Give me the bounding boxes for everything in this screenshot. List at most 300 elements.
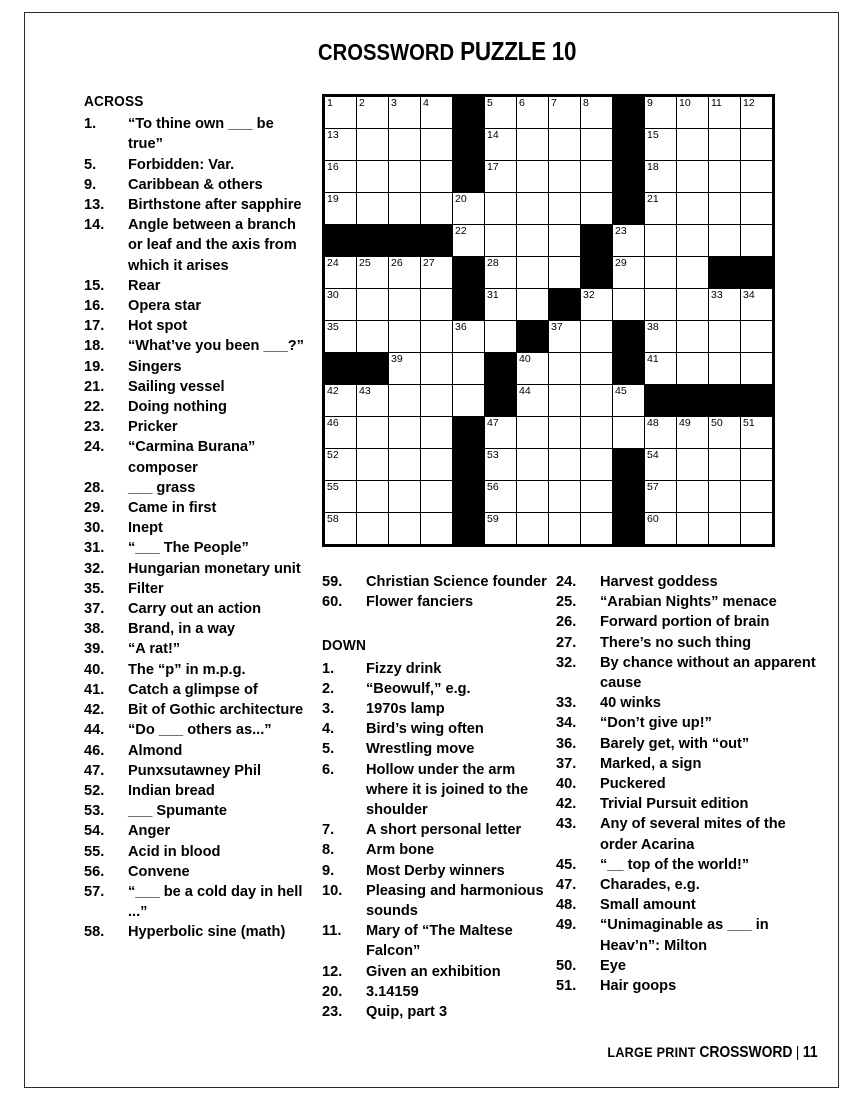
down-clue-item (322, 982, 550, 1002)
grid-cell-number: 56 (487, 481, 499, 493)
across-clue-item (84, 155, 308, 175)
grid-cell[interactable] (677, 417, 709, 449)
grid-cell-number: 9 (647, 97, 653, 109)
grid-cell[interactable] (325, 417, 357, 449)
grid-row (325, 161, 773, 193)
grid-cell[interactable] (389, 513, 421, 545)
across-clue-number: 1. (84, 116, 97, 133)
down-clue-text: “Arabian Nights” menace (600, 594, 777, 611)
grid-cell[interactable] (709, 449, 741, 481)
down-clue-text: Marked, a sign (600, 755, 702, 772)
grid-cell-number: 19 (327, 193, 339, 205)
grid-cell[interactable] (645, 161, 677, 193)
across-clue-item (322, 592, 550, 612)
across-clue-item (84, 781, 308, 801)
grid-cell-number: 6 (519, 97, 525, 109)
grid-cell[interactable] (581, 193, 613, 225)
grid-cell[interactable] (741, 97, 773, 129)
across-clue-text: Caribbean & others (128, 176, 263, 193)
down-clue-item (322, 861, 550, 881)
across-clue-number: 40. (84, 661, 105, 678)
down-clue-item (556, 814, 818, 854)
grid-cell-block (325, 225, 357, 257)
grid-cell[interactable] (741, 225, 773, 257)
down-clue-number: 48. (556, 897, 577, 914)
grid-cell[interactable] (517, 161, 549, 193)
grid-cell[interactable] (325, 449, 357, 481)
down-clue-item (322, 820, 550, 840)
grid-cell[interactable] (485, 193, 517, 225)
grid-cell[interactable] (549, 257, 581, 289)
grid-cell[interactable] (709, 353, 741, 385)
grid-cell[interactable] (421, 257, 453, 289)
grid-cell[interactable] (357, 289, 389, 321)
down-clue-item (556, 612, 818, 632)
down-clue-item (556, 592, 818, 612)
grid-cell[interactable] (741, 129, 773, 161)
crossword-grid[interactable] (322, 94, 775, 547)
across-clue-item (84, 579, 308, 599)
across-clue-item (84, 720, 308, 740)
grid-cell-block (613, 449, 645, 481)
grid-cell[interactable] (389, 417, 421, 449)
down-clue-number: 20. (322, 983, 343, 1000)
grid-cell[interactable] (645, 129, 677, 161)
grid-cell[interactable] (549, 97, 581, 129)
grid-cell[interactable] (517, 97, 549, 129)
grid-cell-block (389, 225, 421, 257)
grid-cell[interactable] (581, 513, 613, 545)
grid-cell[interactable] (581, 289, 613, 321)
grid-cell-block (453, 417, 485, 449)
across-clue-number: 38. (84, 621, 105, 638)
grid-cell-block (581, 257, 613, 289)
grid-cell[interactable] (549, 225, 581, 257)
grid-cell[interactable] (613, 225, 645, 257)
across-clue-text: Birthstone after sapphire (128, 197, 302, 214)
grid-cell[interactable] (709, 321, 741, 353)
across-clue-number: 30. (84, 520, 105, 537)
grid-cell[interactable] (325, 161, 357, 193)
down-clue-text: A short personal letter (366, 822, 522, 839)
grid-cell[interactable] (709, 129, 741, 161)
grid-cell[interactable] (325, 481, 357, 513)
grid-cell[interactable] (453, 385, 485, 417)
down-clue-number: 3. (322, 701, 335, 718)
down-clue-number: 1. (322, 660, 335, 677)
grid-cell[interactable] (389, 449, 421, 481)
grid-cell[interactable] (581, 129, 613, 161)
grid-row (325, 417, 773, 449)
grid-cell[interactable] (325, 97, 357, 129)
grid-cell-block (613, 353, 645, 385)
grid-cell[interactable] (517, 193, 549, 225)
grid-cell[interactable] (517, 289, 549, 321)
grid-cell[interactable] (677, 225, 709, 257)
grid-cell[interactable] (325, 129, 357, 161)
grid-cell-block (453, 97, 485, 129)
down-clue-item (556, 855, 818, 875)
grid-cell-number: 50 (711, 417, 723, 429)
grid-cell[interactable] (549, 385, 581, 417)
grid-cell-number: 17 (487, 161, 499, 173)
grid-cell[interactable] (581, 161, 613, 193)
grid-cell[interactable] (325, 289, 357, 321)
grid-cell[interactable] (613, 289, 645, 321)
grid-cell[interactable] (613, 417, 645, 449)
page-number: 11 (802, 1044, 817, 1061)
grid-cell-number: 58 (327, 513, 339, 525)
grid-cell[interactable] (357, 449, 389, 481)
down-clue-item (322, 1002, 550, 1022)
grid-row (325, 193, 773, 225)
across-clue-item (84, 599, 308, 619)
grid-cell[interactable] (581, 353, 613, 385)
grid-cell-block (741, 257, 773, 289)
grid-cell[interactable] (741, 417, 773, 449)
across-clue-text: Inept (128, 520, 163, 537)
grid-cell[interactable] (549, 129, 581, 161)
grid-cell[interactable] (389, 289, 421, 321)
across-clue-number: 14. (84, 217, 105, 234)
down-clue-number: 11. (322, 923, 342, 940)
grid-cell[interactable] (709, 481, 741, 513)
grid-cell[interactable] (645, 321, 677, 353)
grid-cell[interactable] (645, 353, 677, 385)
grid-cell[interactable] (357, 193, 389, 225)
across-clue-number: 44. (84, 722, 105, 739)
grid-cell[interactable] (709, 193, 741, 225)
across-clue-number: 59. (322, 574, 343, 590)
across-clue-item (84, 195, 308, 215)
down-clue-item (322, 921, 550, 961)
crossword-grid-table (324, 96, 773, 545)
across-clue-text: Catch a glimpse of (128, 681, 258, 698)
grid-cell[interactable] (389, 161, 421, 193)
grid-cell[interactable] (453, 353, 485, 385)
down-clue-item (556, 693, 818, 713)
grid-cell-block (549, 289, 581, 321)
grid-cell[interactable] (581, 97, 613, 129)
across-clue-item (84, 498, 308, 518)
grid-row (325, 129, 773, 161)
down-clue-number: 32. (556, 654, 577, 671)
grid-cell[interactable] (549, 481, 581, 513)
grid-cell[interactable] (421, 129, 453, 161)
grid-cell[interactable] (325, 513, 357, 545)
across-clue-item (84, 397, 308, 417)
down-clue-text: Trivial Pursuit edition (600, 796, 749, 813)
down-clue-text: Eye (600, 957, 626, 974)
grid-cell[interactable] (645, 257, 677, 289)
grid-cell[interactable] (677, 97, 709, 129)
grid-cell[interactable] (517, 481, 549, 513)
grid-cell[interactable] (485, 161, 517, 193)
grid-cell[interactable] (549, 513, 581, 545)
grid-cell[interactable] (517, 385, 549, 417)
grid-cell-number: 16 (327, 161, 339, 173)
down-clue-number: 2. (322, 680, 335, 697)
across-clue-text: Doing nothing (128, 399, 227, 416)
grid-cell[interactable] (325, 321, 357, 353)
grid-cell-number: 37 (551, 321, 563, 333)
grid-cell[interactable] (741, 193, 773, 225)
down-clue-text: Mary of “The Maltese Falcon” (366, 923, 513, 960)
across-clue-item (84, 882, 308, 922)
grid-row (325, 289, 773, 321)
grid-cell[interactable] (357, 97, 389, 129)
grid-cell[interactable] (485, 481, 517, 513)
grid-cell[interactable] (709, 289, 741, 321)
across-clue-text: Acid in blood (128, 843, 221, 860)
grid-cell-number: 10 (679, 97, 691, 109)
grid-cell[interactable] (613, 385, 645, 417)
across-clue-text: “Do ___ others as...” (128, 722, 272, 739)
across-clue-item (84, 922, 308, 942)
grid-cell[interactable] (645, 481, 677, 513)
grid-cell[interactable] (549, 449, 581, 481)
grid-cell[interactable] (421, 321, 453, 353)
grid-cell[interactable] (581, 321, 613, 353)
down-clue-list-second (556, 572, 818, 996)
grid-cell[interactable] (453, 321, 485, 353)
grid-cell[interactable] (517, 417, 549, 449)
grid-cell[interactable] (389, 321, 421, 353)
grid-cell[interactable] (421, 417, 453, 449)
grid-cell[interactable] (421, 289, 453, 321)
grid-cell-block (453, 449, 485, 481)
grid-cell[interactable] (485, 257, 517, 289)
grid-cell[interactable] (357, 129, 389, 161)
grid-cell[interactable] (421, 449, 453, 481)
down-clue-text: Fizzy drink (366, 660, 442, 677)
down-clue-number: 50. (556, 957, 577, 974)
grid-cell[interactable] (325, 385, 357, 417)
down-clue-number: 4. (322, 721, 335, 738)
grid-cell[interactable] (453, 193, 485, 225)
grid-cell[interactable] (677, 481, 709, 513)
grid-cell[interactable] (389, 353, 421, 385)
grid-cell[interactable] (613, 257, 645, 289)
grid-cell-block (453, 257, 485, 289)
across-clue-item (84, 538, 308, 558)
across-clue-number: 58. (84, 924, 105, 941)
grid-cell[interactable] (709, 97, 741, 129)
grid-cell[interactable] (485, 97, 517, 129)
grid-cell[interactable] (421, 97, 453, 129)
grid-cell[interactable] (421, 385, 453, 417)
grid-cell-number: 13 (327, 129, 339, 141)
grid-cell[interactable] (645, 289, 677, 321)
grid-cell[interactable] (677, 353, 709, 385)
down-clue-number: 26. (556, 614, 577, 631)
grid-cell-number: 8 (583, 97, 589, 109)
grid-cell-block (581, 225, 613, 257)
down-clue-text: Bird’s wing often (366, 721, 484, 738)
grid-cell[interactable] (325, 193, 357, 225)
grid-cell[interactable] (389, 193, 421, 225)
grid-cell[interactable] (549, 353, 581, 385)
grid-cell-number: 34 (743, 289, 755, 301)
grid-cell-number: 21 (647, 193, 659, 205)
down-clue-text: “Unimaginable as ___ in Heav’n”: Milton (600, 917, 769, 954)
grid-cell[interactable] (645, 225, 677, 257)
grid-cell[interactable] (741, 481, 773, 513)
grid-cell[interactable] (517, 225, 549, 257)
grid-cell-number: 55 (327, 481, 339, 493)
grid-cell[interactable] (485, 513, 517, 545)
grid-cell-block (645, 385, 677, 417)
down-clue-item (556, 572, 818, 592)
across-continued-and-down-column (322, 572, 550, 1022)
grid-cell-number: 12 (743, 97, 755, 109)
down-clue-text: 1970s lamp (366, 701, 445, 718)
across-clue-text: “To thine own ___ be true” (128, 116, 274, 153)
grid-cell[interactable] (677, 161, 709, 193)
across-clue-item (84, 296, 308, 316)
grid-cell[interactable] (389, 481, 421, 513)
grid-cell[interactable] (709, 417, 741, 449)
grid-cell[interactable] (677, 193, 709, 225)
grid-cell[interactable] (421, 161, 453, 193)
grid-row (325, 481, 773, 513)
grid-cell[interactable] (485, 289, 517, 321)
grid-cell[interactable] (709, 225, 741, 257)
grid-cell[interactable] (325, 257, 357, 289)
grid-cell[interactable] (357, 481, 389, 513)
grid-cell[interactable] (389, 97, 421, 129)
grid-cell[interactable] (421, 481, 453, 513)
down-clue-number: 27. (556, 634, 577, 651)
grid-cell[interactable] (421, 353, 453, 385)
grid-cell[interactable] (357, 513, 389, 545)
grid-cell-number: 53 (487, 449, 499, 461)
down-clue-text: Hollow under the arm where it is joined to the shoulder (366, 761, 529, 819)
grid-cell[interactable] (549, 417, 581, 449)
across-clue-number: 54. (84, 823, 105, 840)
grid-cell[interactable] (357, 161, 389, 193)
grid-cell[interactable] (517, 449, 549, 481)
grid-cell[interactable] (357, 385, 389, 417)
grid-cell[interactable] (645, 193, 677, 225)
across-clue-text: Filter (128, 580, 164, 597)
footer-separator: | (795, 1045, 799, 1061)
grid-cell[interactable] (485, 129, 517, 161)
grid-cell-number: 47 (487, 417, 499, 429)
grid-cell[interactable] (677, 449, 709, 481)
grid-cell[interactable] (741, 161, 773, 193)
grid-cell[interactable] (357, 417, 389, 449)
grid-cell[interactable] (741, 289, 773, 321)
across-clue-text: Singers (128, 358, 182, 375)
grid-cell-number: 22 (455, 225, 467, 237)
grid-cell[interactable] (709, 513, 741, 545)
grid-cell[interactable] (741, 449, 773, 481)
across-clue-number: 41. (84, 681, 105, 698)
grid-cell[interactable] (677, 257, 709, 289)
grid-cell[interactable] (741, 513, 773, 545)
grid-cell[interactable] (709, 161, 741, 193)
grid-cell[interactable] (517, 257, 549, 289)
grid-cell[interactable] (741, 353, 773, 385)
grid-cell[interactable] (517, 513, 549, 545)
across-clue-text: “A rat!” (128, 641, 181, 658)
grid-cell-block (613, 129, 645, 161)
across-clue-text: Bit of Gothic architecture (128, 702, 304, 719)
grid-cell[interactable] (549, 321, 581, 353)
grid-cell[interactable] (677, 289, 709, 321)
grid-cell[interactable] (677, 513, 709, 545)
grid-cell[interactable] (485, 321, 517, 353)
grid-cell[interactable] (677, 129, 709, 161)
across-clue-item (84, 842, 308, 862)
grid-cell[interactable] (421, 513, 453, 545)
across-clue-text: Came in first (128, 500, 217, 517)
down-clue-item (556, 774, 818, 794)
across-clue-text: The “p” in m.p.g. (128, 661, 246, 678)
grid-cell[interactable] (741, 321, 773, 353)
grid-cell-number: 59 (487, 513, 499, 525)
down-clue-text: Harvest goddess (600, 574, 718, 590)
grid-cell[interactable] (357, 257, 389, 289)
down-clue-text: Barely get, with “out” (600, 735, 750, 752)
grid-row (325, 385, 773, 417)
grid-cell[interactable] (677, 321, 709, 353)
across-clue-text: Angle between a branch or leaf and the axis from which it arises (128, 217, 297, 274)
footer-title: CROSSWORD (698, 1044, 792, 1061)
grid-cell[interactable] (549, 193, 581, 225)
across-clue-text: Rear (128, 277, 161, 294)
grid-cell[interactable] (485, 449, 517, 481)
grid-cell[interactable] (485, 225, 517, 257)
grid-cell[interactable] (485, 417, 517, 449)
grid-cell[interactable] (581, 385, 613, 417)
grid-cell[interactable] (517, 353, 549, 385)
down-clue-number: 49. (556, 917, 577, 934)
grid-cell[interactable] (357, 321, 389, 353)
grid-cell[interactable] (517, 129, 549, 161)
across-clue-item (84, 175, 308, 195)
grid-cell[interactable] (581, 481, 613, 513)
grid-row (325, 257, 773, 289)
grid-cell[interactable] (581, 449, 613, 481)
grid-cell[interactable] (581, 417, 613, 449)
across-clue-text: Hungarian monetary unit (128, 560, 301, 577)
grid-cell[interactable] (389, 385, 421, 417)
down-clue-item (556, 976, 818, 996)
across-clue-item (84, 377, 308, 397)
down-clue-item (322, 840, 550, 860)
grid-cell-number: 18 (647, 161, 659, 173)
across-clue-number: 23. (84, 419, 105, 436)
down-clue-number: 40. (556, 776, 577, 793)
grid-cell[interactable] (645, 417, 677, 449)
grid-cell-number: 52 (327, 449, 339, 461)
grid-cell[interactable] (453, 225, 485, 257)
footer-series-label: LARGE PRINT (606, 1044, 696, 1060)
grid-cell[interactable] (645, 513, 677, 545)
grid-cell[interactable] (389, 257, 421, 289)
grid-cell[interactable] (421, 193, 453, 225)
grid-cell[interactable] (549, 161, 581, 193)
grid-cell-block (453, 129, 485, 161)
down-clue-item (322, 679, 550, 699)
grid-cell[interactable] (645, 97, 677, 129)
across-clue-item (84, 478, 308, 498)
grid-cell[interactable] (645, 449, 677, 481)
grid-cell[interactable] (389, 129, 421, 161)
down-clue-text: Puckered (600, 776, 666, 793)
